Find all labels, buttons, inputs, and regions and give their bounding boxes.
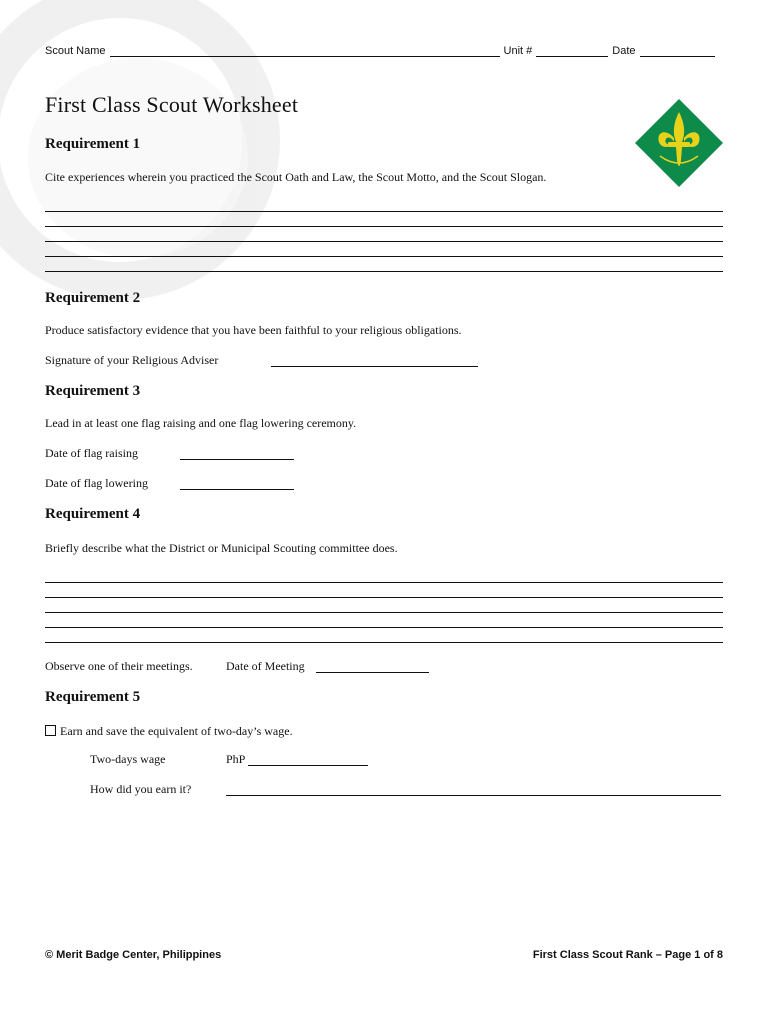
- scout-name-field[interactable]: [110, 45, 500, 57]
- requirement-3-text: Lead in at least one flag raising and one flag lowering ceremony.: [45, 416, 357, 430]
- signature-label: Signature of your Religious Adviser: [45, 353, 219, 367]
- flag-lowering-date-field[interactable]: [180, 489, 294, 490]
- answer-line[interactable]: [45, 271, 723, 272]
- scout-name-label: Scout Name: [45, 45, 106, 57]
- meeting-date-label: Date of Meeting: [226, 659, 305, 673]
- currency-label: PhP: [226, 752, 246, 766]
- header-row: [45, 45, 725, 57]
- observe-text: Observe one of their meetings.: [45, 659, 193, 673]
- answer-line[interactable]: [45, 612, 723, 613]
- requirement-2-text: Produce satisfactory evidence that you have been faithful to your religious obligations.: [45, 323, 462, 337]
- requirement-3-title: Requirement 3: [45, 383, 141, 399]
- background-watermark-inner: [28, 58, 248, 258]
- how-earned-label: How did you earn it?: [90, 782, 192, 796]
- wage-field[interactable]: [248, 765, 368, 766]
- date-label: Date: [612, 45, 636, 57]
- earn-save-item: [45, 724, 293, 739]
- answer-line[interactable]: [45, 642, 723, 643]
- requirement-4-title: Requirement 4: [45, 506, 141, 522]
- answer-line[interactable]: [45, 226, 723, 227]
- unit-label: Unit #: [503, 45, 533, 57]
- footer-copyright: © Merit Badge Center, Philippines: [45, 949, 222, 961]
- requirement-4-text: Briefly describe what the District or Municipal Scouting committee does.: [45, 541, 398, 555]
- requirement-1-text: Cite experiences wherein you practiced the Scout Oath and Law, the Scout Motto, and the Scout Slogan.: [45, 170, 547, 184]
- flag-lowering-label: Date of flag lowering: [45, 476, 148, 490]
- answer-line[interactable]: [45, 256, 723, 257]
- date-field[interactable]: [640, 45, 715, 57]
- how-earned-field[interactable]: [226, 795, 721, 796]
- flag-raising-date-field[interactable]: [180, 459, 294, 460]
- answer-line[interactable]: [45, 582, 723, 583]
- meeting-date-field[interactable]: [316, 672, 429, 673]
- answer-line[interactable]: [45, 627, 723, 628]
- footer-page-number: First Class Scout Rank – Page 1 of 8: [532, 949, 723, 961]
- flag-raising-label: Date of flag raising: [45, 446, 138, 460]
- signature-field[interactable]: [271, 366, 478, 367]
- unit-field[interactable]: [536, 45, 608, 57]
- requirement-2-title: Requirement 2: [45, 290, 141, 306]
- wage-label: Two-days wage: [90, 752, 166, 766]
- answer-line[interactable]: [45, 597, 723, 598]
- answer-line[interactable]: [45, 211, 723, 212]
- requirement-1-title: Requirement 1: [45, 136, 141, 152]
- requirement-5-title: Requirement 5: [45, 689, 141, 705]
- scout-logo: [634, 98, 724, 188]
- earn-save-checkbox[interactable]: [45, 725, 56, 736]
- earn-save-text: Earn and save the equivalent of two-day’s wage.: [60, 724, 293, 738]
- page-title: First Class Scout Worksheet: [45, 92, 299, 117]
- answer-line[interactable]: [45, 241, 723, 242]
